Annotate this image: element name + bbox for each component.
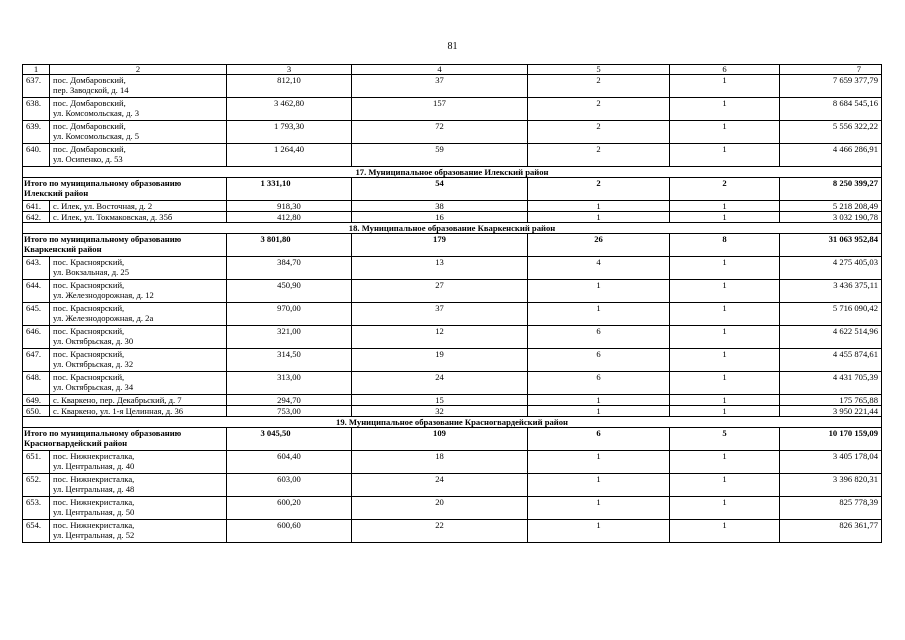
row-number: 640. — [23, 144, 50, 167]
address-line2: ул. Октябрьская, д. 30 — [53, 336, 134, 346]
subtotal-label-line1: Итого по муниципальному образованию — [24, 234, 182, 244]
address-line2: ул. Центральная, д. 40 — [53, 461, 135, 471]
header-cell-1: 1 — [23, 65, 50, 75]
address-line1: пос. Красноярский, — [53, 280, 125, 290]
address-line1: пос. Домбаровский, — [53, 144, 126, 154]
address-line1: пос. Красноярский, — [53, 326, 125, 336]
col5-cell: 2 — [528, 75, 670, 98]
address-cell — [50, 395, 227, 406]
col6-cell: 1 — [670, 257, 780, 280]
address-cell — [50, 201, 227, 212]
subtotal-label-line2: Красногвардейский район — [24, 438, 128, 448]
col5-cell: 1 — [528, 474, 670, 497]
row-number: 649. — [23, 395, 50, 406]
table-row — [23, 257, 882, 280]
address-line1: с. Кваркено, пер. Декабрьский, д. 7 — [53, 395, 182, 405]
page-number: 81 — [447, 41, 458, 52]
address-cell — [50, 497, 227, 520]
col6-cell: 1 — [670, 326, 780, 349]
address-line2: ул. Октябрьская, д. 34 — [53, 382, 134, 392]
total-col6-cell: 2 — [670, 178, 780, 201]
col5-cell: 1 — [528, 280, 670, 303]
col4-cell: 20 — [352, 497, 528, 520]
subtotal-row — [23, 428, 882, 451]
cost-cell: 826 361,77 — [780, 520, 882, 543]
cost-cell: 3 436 375,11 — [780, 280, 882, 303]
total-area-cell: 1 331,10 — [227, 178, 352, 201]
total-col4-cell: 54 — [352, 178, 528, 201]
header-cell-2: 2 — [50, 65, 227, 75]
total-area-cell: 3 045,50 — [227, 428, 352, 451]
row-number: 638. — [23, 98, 50, 121]
address-line2: ул. Комсомольская, д. 3 — [53, 108, 140, 118]
address-line2: ул. Центральная, д. 52 — [53, 530, 135, 540]
area-cell: 1 264,40 — [227, 144, 352, 167]
total-cost-cell: 31 063 952,84 — [780, 234, 882, 257]
subtotal-label-line2: Кваркенский район — [24, 244, 102, 254]
address-line2: ул. Центральная, д. 50 — [53, 507, 135, 517]
cost-cell: 5 218 208,49 — [780, 201, 882, 212]
table-row — [23, 144, 882, 167]
address-line1: пос. Красноярский, — [53, 349, 125, 359]
col6-cell: 1 — [670, 349, 780, 372]
area-cell: 294,70 — [227, 395, 352, 406]
col6-cell: 1 — [670, 121, 780, 144]
col5-cell: 2 — [528, 98, 670, 121]
area-cell: 753,00 — [227, 406, 352, 417]
area-cell: 313,00 — [227, 372, 352, 395]
col6-cell: 1 — [670, 372, 780, 395]
address-line1: пос. Нижнекристалка, — [53, 451, 135, 461]
col6-cell: 1 — [670, 212, 780, 223]
col5-cell: 1 — [528, 406, 670, 417]
table-row — [23, 349, 882, 372]
col5-cell: 6 — [528, 372, 670, 395]
table-row — [23, 121, 882, 144]
header-cell-3: 3 — [227, 65, 352, 75]
area-cell: 604,40 — [227, 451, 352, 474]
area-cell: 970,00 — [227, 303, 352, 326]
address-cell — [50, 212, 227, 223]
header-cell-6: 6 — [670, 65, 780, 75]
subtotal-label — [23, 178, 227, 201]
table-row — [23, 395, 882, 406]
area-cell: 3 462,80 — [227, 98, 352, 121]
table-row — [23, 201, 882, 212]
total-cost-cell: 10 170 159,09 — [780, 428, 882, 451]
address-line2: ул. Железнодорожная, д. 2а — [53, 313, 154, 323]
address-line2: ул. Центральная, д. 48 — [53, 484, 135, 494]
row-number: 637. — [23, 75, 50, 98]
col4-cell: 37 — [352, 303, 528, 326]
area-cell: 812,10 — [227, 75, 352, 98]
section-title: 19. Муниципальное образование Красногвардейский район — [23, 417, 882, 428]
col4-cell: 157 — [352, 98, 528, 121]
col4-cell: 13 — [352, 257, 528, 280]
address-line2: пер. Заводской, д. 14 — [53, 85, 129, 95]
col5-cell: 6 — [528, 349, 670, 372]
area-cell: 450,90 — [227, 280, 352, 303]
col4-cell: 27 — [352, 280, 528, 303]
total-col4-cell: 109 — [352, 428, 528, 451]
table-row — [23, 98, 882, 121]
col5-cell: 2 — [528, 121, 670, 144]
subtotal-label — [23, 234, 227, 257]
address-cell — [50, 280, 227, 303]
col6-cell: 1 — [670, 201, 780, 212]
table-row — [23, 75, 882, 98]
header-cell-7: 7 — [780, 65, 882, 75]
col6-cell: 1 — [670, 395, 780, 406]
header-cell-5: 5 — [528, 65, 670, 75]
section-header-row — [23, 417, 882, 428]
address-line1: пос. Красноярский, — [53, 303, 125, 313]
col4-cell: 22 — [352, 520, 528, 543]
table-row — [23, 406, 882, 417]
col6-cell: 1 — [670, 451, 780, 474]
col4-cell: 16 — [352, 212, 528, 223]
col5-cell: 1 — [528, 395, 670, 406]
col6-cell: 1 — [670, 406, 780, 417]
cost-cell: 5 556 322,22 — [780, 121, 882, 144]
address-cell — [50, 406, 227, 417]
col5-cell: 4 — [528, 257, 670, 280]
row-number: 647. — [23, 349, 50, 372]
table-row — [23, 212, 882, 223]
col6-cell: 1 — [670, 520, 780, 543]
subtotal-row — [23, 178, 882, 201]
address-line1: пос. Красноярский, — [53, 257, 125, 267]
col5-cell: 1 — [528, 303, 670, 326]
area-cell: 314,50 — [227, 349, 352, 372]
section-title: 18. Муниципальное образование Кваркенский район — [23, 223, 882, 234]
cost-cell: 8 684 545,16 — [780, 98, 882, 121]
address-line1: пос. Домбаровский, — [53, 98, 126, 108]
address-cell — [50, 326, 227, 349]
address-cell — [50, 520, 227, 543]
col6-cell: 1 — [670, 98, 780, 121]
col6-cell: 1 — [670, 280, 780, 303]
area-cell: 600,60 — [227, 520, 352, 543]
cost-cell: 4 455 874,61 — [780, 349, 882, 372]
row-number: 652. — [23, 474, 50, 497]
table-row — [23, 326, 882, 349]
col4-cell: 15 — [352, 395, 528, 406]
address-line1: пос. Нижнекристалка, — [53, 497, 135, 507]
col5-cell: 6 — [528, 326, 670, 349]
address-line1: пос. Нижнекристалка, — [53, 474, 135, 484]
table-row — [23, 303, 882, 326]
section-header-row — [23, 167, 882, 178]
cost-cell: 3 950 221,44 — [780, 406, 882, 417]
address-cell — [50, 349, 227, 372]
address-line1: пос. Красноярский, — [53, 372, 125, 382]
row-number: 644. — [23, 280, 50, 303]
col5-cell: 1 — [528, 497, 670, 520]
total-col5-cell: 2 — [528, 178, 670, 201]
table-row — [23, 497, 882, 520]
col4-cell: 59 — [352, 144, 528, 167]
total-col6-cell: 8 — [670, 234, 780, 257]
col5-cell: 1 — [528, 212, 670, 223]
row-number: 639. — [23, 121, 50, 144]
address-line1: пос. Домбаровский, — [53, 121, 126, 131]
col4-cell: 18 — [352, 451, 528, 474]
col4-cell: 24 — [352, 474, 528, 497]
total-cost-cell: 8 250 399,27 — [780, 178, 882, 201]
table-row — [23, 520, 882, 543]
address-line2: ул. Вокзальная, д. 25 — [53, 267, 130, 277]
address-cell — [50, 474, 227, 497]
cost-cell: 5 716 090,42 — [780, 303, 882, 326]
cost-cell: 3 032 190,78 — [780, 212, 882, 223]
col6-cell: 1 — [670, 474, 780, 497]
row-number: 646. — [23, 326, 50, 349]
address-cell — [50, 144, 227, 167]
area-cell: 412,80 — [227, 212, 352, 223]
address-line1: с. Илек, ул. Восточная, д. 2 — [53, 201, 153, 211]
address-line2: ул. Октябрьская, д. 32 — [53, 359, 134, 369]
col5-cell: 1 — [528, 451, 670, 474]
col5-cell: 1 — [528, 201, 670, 212]
cost-cell: 4 622 514,96 — [780, 326, 882, 349]
row-number: 651. — [23, 451, 50, 474]
address-line1: с. Илек, ул. Токмаковская, д. 35б — [53, 212, 173, 222]
header-cell-4: 4 — [352, 65, 528, 75]
col4-cell: 37 — [352, 75, 528, 98]
total-area-cell: 3 801,80 — [227, 234, 352, 257]
col4-cell: 32 — [352, 406, 528, 417]
col4-cell: 12 — [352, 326, 528, 349]
area-cell: 600,20 — [227, 497, 352, 520]
cost-cell: 4 431 705,39 — [780, 372, 882, 395]
table-row — [23, 451, 882, 474]
subtotal-label — [23, 428, 227, 451]
row-number: 643. — [23, 257, 50, 280]
col5-cell: 1 — [528, 520, 670, 543]
col5-cell: 2 — [528, 144, 670, 167]
area-cell: 384,70 — [227, 257, 352, 280]
cost-cell: 3 405 178,04 — [780, 451, 882, 474]
address-line2: ул. Осипенко, д. 53 — [53, 154, 123, 164]
housing-table — [22, 64, 882, 543]
address-cell — [50, 303, 227, 326]
col4-cell: 38 — [352, 201, 528, 212]
cost-cell: 825 778,39 — [780, 497, 882, 520]
address-line1: пос. Домбаровский, — [53, 75, 126, 85]
subtotal-label-line1: Итого по муниципальному образованию — [24, 428, 182, 438]
address-line2: ул. Комсомольская, д. 5 — [53, 131, 140, 141]
col6-cell: 1 — [670, 303, 780, 326]
col6-cell: 1 — [670, 144, 780, 167]
cost-cell: 7 659 377,79 — [780, 75, 882, 98]
total-col5-cell: 6 — [528, 428, 670, 451]
address-cell — [50, 121, 227, 144]
address-cell — [50, 372, 227, 395]
address-cell — [50, 98, 227, 121]
column-number-header-row — [23, 65, 882, 75]
col4-cell: 72 — [352, 121, 528, 144]
row-number: 653. — [23, 497, 50, 520]
col6-cell: 1 — [670, 497, 780, 520]
section-header-row — [23, 223, 882, 234]
row-number: 642. — [23, 212, 50, 223]
cost-cell: 4 466 286,91 — [780, 144, 882, 167]
total-col4-cell: 179 — [352, 234, 528, 257]
address-line1: пос. Нижнекристалка, — [53, 520, 135, 530]
address-line1: с. Кваркено, ул. 1-я Целинная, д. 36 — [53, 406, 184, 416]
row-number: 641. — [23, 201, 50, 212]
col6-cell: 1 — [670, 75, 780, 98]
row-number: 650. — [23, 406, 50, 417]
table-row — [23, 372, 882, 395]
area-cell: 603,00 — [227, 474, 352, 497]
section-title: 17. Муниципальное образование Илекский район — [23, 167, 882, 178]
table-row — [23, 474, 882, 497]
col4-cell: 24 — [352, 372, 528, 395]
total-col6-cell: 5 — [670, 428, 780, 451]
cost-cell: 175 765,88 — [780, 395, 882, 406]
address-cell — [50, 75, 227, 98]
area-cell: 1 793,30 — [227, 121, 352, 144]
address-cell — [50, 451, 227, 474]
subtotal-row — [23, 234, 882, 257]
address-line2: ул. Железнодорожная, д. 12 — [53, 290, 154, 300]
total-col5-cell: 26 — [528, 234, 670, 257]
area-cell: 321,00 — [227, 326, 352, 349]
row-number: 648. — [23, 372, 50, 395]
row-number: 654. — [23, 520, 50, 543]
area-cell: 918,30 — [227, 201, 352, 212]
col4-cell: 19 — [352, 349, 528, 372]
cost-cell: 4 275 405,03 — [780, 257, 882, 280]
cost-cell: 3 396 820,31 — [780, 474, 882, 497]
table-row — [23, 280, 882, 303]
row-number: 645. — [23, 303, 50, 326]
subtotal-label-line1: Итого по муниципальному образованию — [24, 178, 182, 188]
subtotal-label-line2: Илекский район — [24, 188, 89, 198]
address-cell — [50, 257, 227, 280]
